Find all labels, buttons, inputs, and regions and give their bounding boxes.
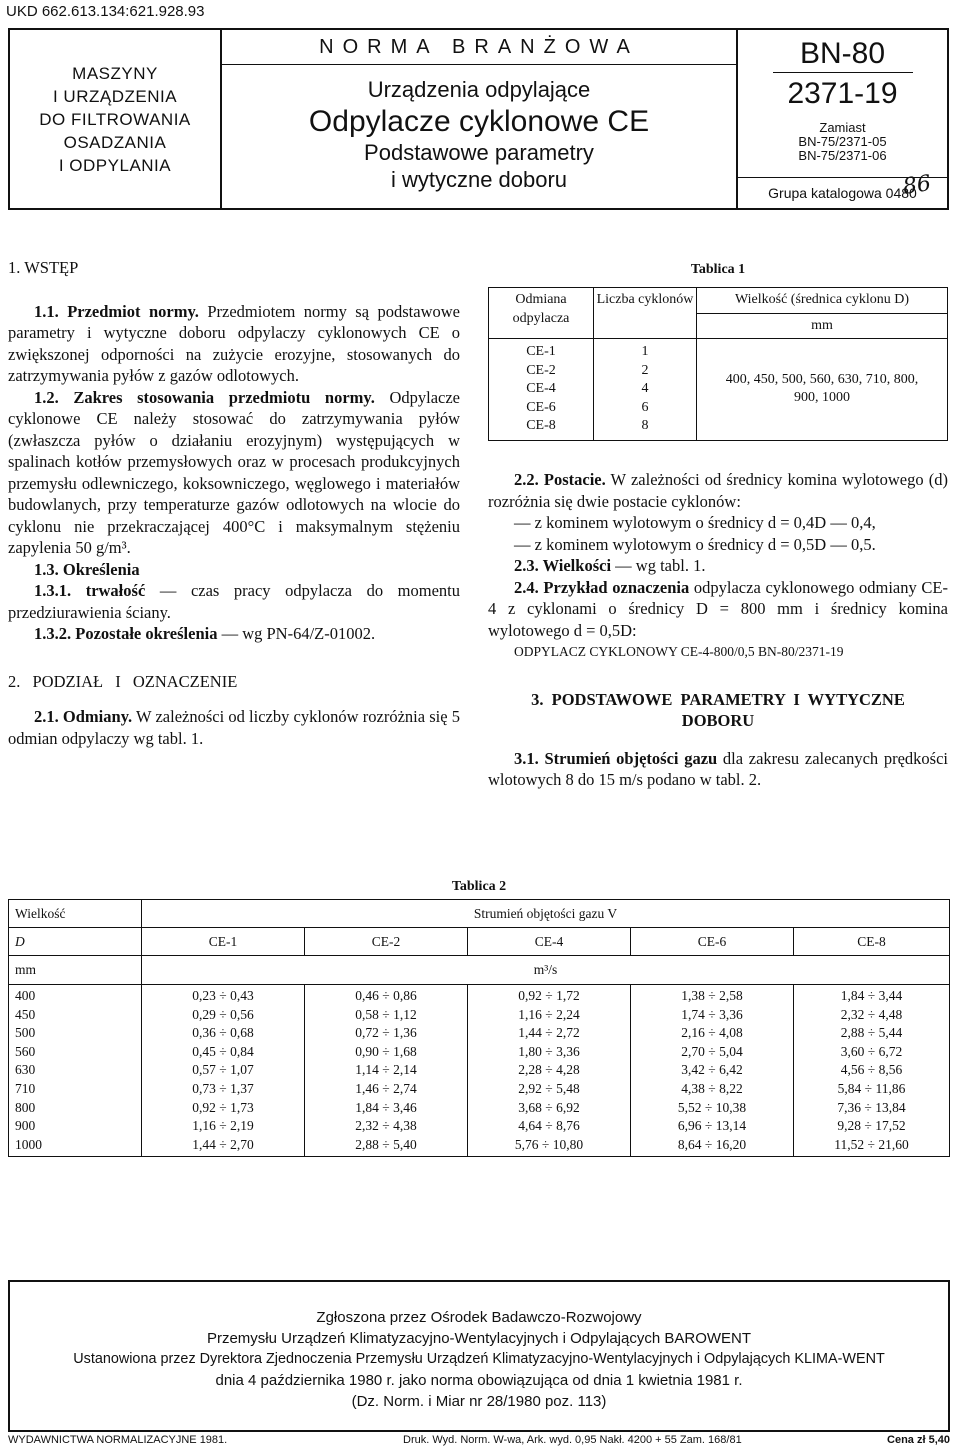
t2-cell: 0,72 ÷ 1,36 — [355, 1025, 417, 1041]
t2-header-d: D — [9, 928, 142, 956]
t2-cell: 5,76 ÷ 10,80 — [514, 1136, 584, 1152]
t1-wielkosci: 400, 450, 500, 560, 630, 710, 800, 900, 1000 — [697, 339, 948, 441]
t2-cell: 1,38 ÷ 2,58 — [681, 988, 743, 1003]
t2-cell: 4,64 ÷ 8,76 — [518, 1118, 580, 1134]
t2-cell: 1,46 ÷ 2,74 — [355, 1080, 417, 1096]
section-2-4 — [488, 577, 948, 642]
t2-cell: 2,70 ÷ 5,04 — [681, 1043, 743, 1059]
t2-header-col: CE-6 — [631, 928, 794, 956]
norma-label: NORMA BRANŻOWA — [222, 30, 736, 65]
t2-cell: 400 — [15, 988, 36, 1003]
t2-cell: 0,90 ÷ 1,68 — [355, 1043, 417, 1059]
header-subtitle-3: i wytyczne doboru — [390, 167, 568, 192]
udk-code: UKD 662.613.134:621.928.93 — [6, 3, 205, 20]
category-line: MASZYNY — [72, 63, 158, 83]
handwritten-mark: 86 — [901, 171, 933, 200]
t1-cell: 4 — [641, 381, 649, 396]
approval-box — [8, 1280, 950, 1432]
t2-header-col: CE-8 — [794, 928, 950, 956]
section-2-2 — [488, 469, 948, 512]
approval-line: dnia 4 października 1980 r. jako norma obowiązująca od dnia 1 kwietnia 1981 r. — [215, 1372, 743, 1389]
t2-ce1 — [142, 985, 305, 1157]
section-text: — wg PN-64/Z-01002. — [217, 624, 376, 643]
t2-cell: 2,32 ÷ 4,48 — [840, 1006, 903, 1022]
t2-cell: 4,56 ÷ 8,56 — [840, 1062, 903, 1078]
t2-cell: 0,36 ÷ 0,68 — [192, 1025, 254, 1041]
t2-header-unit: m³/s — [142, 956, 950, 985]
section-text: W zależności od liczby cyklonów rozróżnia się 5 odmian odpylaczy wg tabl. 1. — [8, 707, 460, 748]
t2-header-wielkosc: Wielkość — [9, 900, 142, 928]
t2-cell: 0,92 ÷ 1,72 — [518, 988, 580, 1003]
right-column — [488, 469, 948, 791]
section-label: 2.1. Odmiany. — [34, 707, 133, 726]
t2-cell: 8,64 ÷ 16,20 — [677, 1136, 747, 1152]
table1-caption: Tablica 1 — [690, 262, 746, 277]
t2-cell: 1,44 ÷ 2,70 — [192, 1136, 254, 1152]
t2-cell: 0,29 ÷ 0,56 — [192, 1006, 254, 1022]
t1-cell: 8 — [641, 418, 649, 433]
category-line: OSADZANIA — [63, 132, 167, 152]
title-box — [222, 30, 738, 208]
print-info: Druk. Wyd. Norm. W-wa, Ark. wyd. 0,95 Nakł. 4200 + 55 Zam. 168/81 — [403, 1434, 742, 1446]
header-subtitle: Urządzenia odpylające — [367, 77, 591, 102]
section-text: W zależności od średnicy komina wylotowego (d) rozróżnia się dwie postacie cyklonów: — [488, 470, 948, 511]
heading-podzial: 2. PODZIAŁ I OZNACZENIE — [8, 671, 238, 691]
postac-item: — z kominem wylotowym o średnicy d = 0,4D — 0,4, — [514, 513, 876, 532]
t2-cell: 9,28 ÷ 17,52 — [837, 1118, 906, 1134]
section-label: 1.1. Przedmiot normy. — [34, 301, 199, 321]
section-label: 1.3.2. Pozostałe określenia — [34, 624, 218, 643]
t1-cell: 2 — [641, 362, 649, 378]
section-1-1 — [8, 301, 460, 387]
t1-header-wielkosc: Wielkość (średnica cyklonu D) — [697, 288, 948, 314]
approval-line: Ustanowiona przez Dyrektora Zjednoczenia Przemysłu Urządzeń Klimatyzacyjno-Wentylacyjnych i Odpylających KLIMA-WENT — [73, 1351, 885, 1367]
zamiast-item: BN-75/2371-06 — [798, 148, 887, 163]
t2-cell: 0,46 ÷ 0,86 — [355, 988, 417, 1003]
section-text: Odpylacze cyklonowe CE należy stosować do zatrzymywania pyłów (zwłaszcza pyłów o działaniu erozyjnym) występujących w spalinach kotłów przemysłowych oraz w procesach produkcyjnych przemysłu odlewniczego, koksowniczego, węglowego i materiałów budowlanych, przy temperaturze gazów odlotowych na wlocie do cyklonu nie przekraczającej 400°C i maksymalnym stężeniu zapylenia 50 g/m³. — [8, 387, 461, 557]
t2-cell: 3,42 ÷ 6,42 — [681, 1062, 743, 1078]
t2-cell: 2,92 ÷ 5,48 — [518, 1080, 580, 1096]
section-text: dla zakresu zalecanych prędkości wlotowych 8 do 15 m/s podano w tabl. 2. — [488, 748, 948, 789]
t2-cell: 2,32 ÷ 4,38 — [355, 1118, 417, 1134]
t2-ce8 — [794, 985, 950, 1157]
t1-header-odmiana: Odmiana odpylacza — [489, 288, 594, 339]
section-label: 2.2. Postacie. — [514, 470, 606, 489]
t2-cell: 0,92 ÷ 1,73 — [192, 1099, 254, 1115]
t2-cell: 5,84 ÷ 11,86 — [837, 1080, 906, 1096]
zamiast-item: BN-75/2371-05 — [798, 134, 887, 149]
approval-line: Przemysłu Urządzeń Klimatyzacyjno-Wentylacyjnych i Odpylających BAROWENT — [206, 1330, 752, 1347]
t2-header-mm: mm — [9, 956, 142, 985]
t2-ce4 — [468, 985, 631, 1157]
t2-cell: 1,14 ÷ 2,14 — [355, 1062, 417, 1078]
zamiast-label: Zamiast — [819, 120, 866, 135]
section-3-1 — [488, 748, 948, 791]
t2-cell: 0,73 ÷ 1,37 — [192, 1080, 254, 1096]
section-text: Przedmiotem normy są podstawowe parametry i wytyczne doboru odpylaczy cyklonowych CE o zwiększonej odporności na zużycie erozyjne, stosowanych do zatrzymywania pyłów z gazów odlotowych. — [8, 301, 460, 385]
section-label: 3.1. Strumień objętości gazu — [514, 748, 718, 768]
section-label: 2.4. Przykład oznaczenia — [514, 577, 690, 597]
t2-cell: 0,58 ÷ 1,12 — [355, 1006, 417, 1022]
table2-caption: Tablica 2 — [451, 879, 507, 894]
heading-wstep: 1. WSTĘP — [8, 258, 79, 277]
t2-cell: 1,84 ÷ 3,46 — [355, 1099, 417, 1115]
t2-cell: 2,16 ÷ 4,08 — [681, 1025, 743, 1041]
t2-cell: 7,36 ÷ 13,84 — [837, 1099, 906, 1115]
t2-cell: 630 — [15, 1062, 36, 1078]
t2-sizes — [9, 985, 142, 1157]
section-1-3: 1.3. Określenia — [34, 559, 140, 579]
t2-cell: 710 — [15, 1080, 36, 1096]
publisher: WYDAWNICTWA NORMALIZACYJNE 1981. — [8, 1434, 228, 1446]
t2-ce2 — [305, 985, 468, 1157]
section-text: odpylacza cyklonowego odmiany CE-4 z cyklonami o średnicy D = 800 mm i średnicy komina wylotowego d = 0,5D: — [488, 577, 948, 640]
t1-odmiany — [489, 339, 594, 441]
section-1-2 — [8, 387, 460, 559]
t2-cell: 800 — [15, 1099, 36, 1115]
t2-cell: 1,16 ÷ 2,19 — [192, 1118, 254, 1134]
section-text: — czas pracy odpylacza do momentu przedziurawienia ściany. — [8, 581, 460, 622]
t2-cell: 0,45 ÷ 0,84 — [192, 1043, 254, 1059]
left-column — [8, 257, 460, 749]
table-1 — [488, 287, 948, 441]
t2-cell: 1,80 ÷ 3,36 — [518, 1043, 580, 1059]
t1-cell: 1 — [641, 344, 649, 359]
t2-header-col: CE-4 — [468, 928, 631, 956]
section-1-3-2 — [8, 623, 460, 645]
t2-cell: 2,88 ÷ 5,44 — [840, 1025, 903, 1041]
approval-line: (Dz. Norm. i Miar nr 28/1980 poz. 113) — [351, 1393, 607, 1410]
t2-cell: 0,57 ÷ 1,07 — [192, 1062, 254, 1078]
t1-cell: 6 — [641, 399, 649, 415]
category-line: I ODPYLANIA — [58, 155, 172, 175]
t2-cell: 4,38 ÷ 8,22 — [681, 1080, 743, 1096]
t2-cell: 6,96 ÷ 13,14 — [677, 1118, 747, 1134]
postac-item: — z kominem wylotowym o średnicy d = 0,5D — 0,5. — [514, 534, 876, 554]
t2-cell: 1,16 ÷ 2,24 — [518, 1006, 580, 1022]
t1-header-liczba: Liczba cyklonów — [594, 288, 697, 339]
t2-cell: 900 — [15, 1118, 36, 1134]
section-1-3-1 — [8, 580, 460, 623]
t2-header-col: CE-1 — [142, 928, 305, 956]
t2-cell: 1,84 ÷ 3,44 — [840, 988, 903, 1003]
t1-cell: CE-2 — [526, 362, 556, 378]
t2-cell: 3,60 ÷ 6,72 — [840, 1043, 903, 1059]
t2-header-col: CE-2 — [305, 928, 468, 956]
table-2 — [8, 899, 950, 1157]
t2-cell: 1,74 ÷ 3,36 — [681, 1006, 743, 1022]
t2-cell: 2,28 ÷ 4,28 — [518, 1062, 580, 1078]
document-header — [8, 28, 949, 210]
t1-cell: CE-4 — [526, 381, 556, 396]
heading-parametry: 3. PODSTAWOWE PARAMETRY I WYTYCZNE DOBORU — [531, 689, 905, 730]
document-title: Odpylacze cyklonowe CE — [308, 105, 650, 138]
section-label: 1.3.1. trwałość — [34, 581, 146, 600]
t2-header-strumien: Strumień objętości gazu V — [142, 900, 950, 928]
t2-cell: 11,52 ÷ 21,60 — [834, 1136, 909, 1152]
section-2-3 — [488, 555, 948, 577]
t1-cell: CE-8 — [526, 418, 556, 433]
t2-cell: 500 — [15, 1025, 36, 1041]
t2-cell: 1000 — [15, 1136, 42, 1152]
t2-cell: 2,88 ÷ 5,40 — [355, 1136, 417, 1152]
norm-number: 2371-19 — [787, 77, 898, 110]
t1-cell: CE-6 — [526, 399, 556, 415]
category-line: I URZĄDZENIA — [52, 86, 178, 106]
t2-cell: 450 — [15, 1006, 36, 1022]
section-label: 1.2. Zakres stosowania przedmiotu normy. — [34, 387, 375, 407]
section-2-1 — [8, 706, 460, 749]
t2-cell: 0,23 ÷ 0,43 — [192, 988, 254, 1003]
category-box — [10, 30, 222, 208]
t1-cell: CE-1 — [526, 344, 556, 359]
t2-cell: 3,68 ÷ 6,92 — [518, 1099, 580, 1115]
approval-line: Zgłoszona przez Ośrodek Badawczo-Rozwojowy — [316, 1309, 642, 1326]
category-line: DO FILTROWANIA — [39, 109, 191, 129]
t2-cell: 1,44 ÷ 2,72 — [518, 1025, 580, 1041]
t1-liczby — [594, 339, 697, 441]
price: Cena zł 5,40 — [887, 1434, 950, 1446]
section-text: — wg tabl. 1. — [611, 556, 706, 575]
example-designation: ODPYLACZ CYKLONOWY CE-4-800/0,5 BN-80/2371-19 — [514, 644, 844, 659]
t2-cell: 560 — [15, 1043, 36, 1059]
t1-header-unit: mm — [697, 313, 948, 339]
grupa-katalogowa: Grupa katalogowa 0480 — [738, 177, 947, 208]
t2-cell: 5,52 ÷ 10,38 — [677, 1099, 747, 1115]
t2-ce6 — [631, 985, 794, 1157]
bn-code: BN-80 — [773, 38, 913, 73]
zamiast-block — [738, 121, 947, 163]
section-label: 2.3. Wielkości — [514, 556, 612, 575]
header-subtitle-2: Podstawowe parametry — [364, 140, 594, 165]
